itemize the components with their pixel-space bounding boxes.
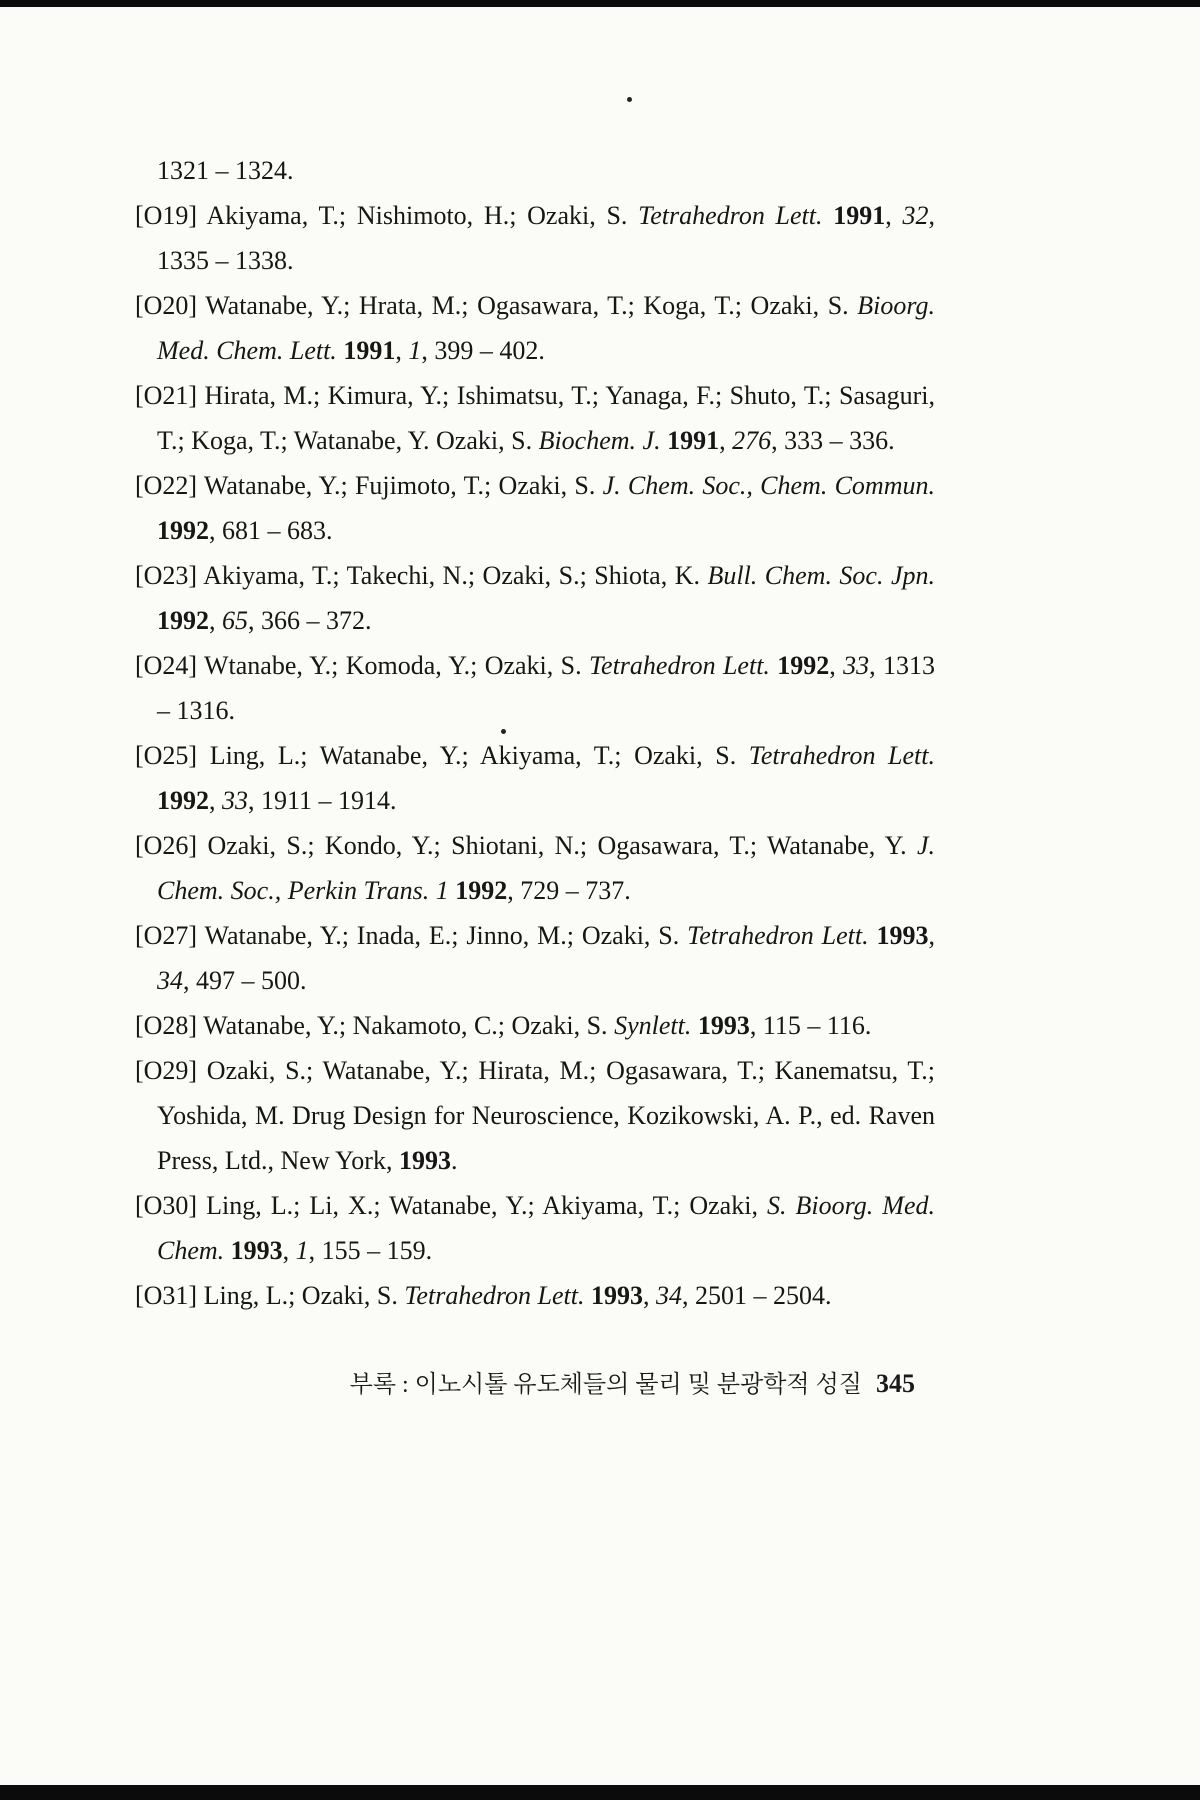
reference-text-segment: 1993 — [697, 1011, 750, 1040]
reference-text-segment: 65 — [222, 606, 248, 635]
reference-text-segment: , 497 – 500. — [183, 966, 307, 995]
reference-text-segment: Tetrahedron Lett. — [687, 921, 869, 950]
reference-text-segment: , — [885, 201, 903, 230]
reference-entry — [135, 913, 935, 1003]
reference-text-segment: Biochem. J. — [538, 426, 661, 455]
reference-text-segment: 1992 — [157, 786, 209, 815]
reference-text-segment: Wtanabe, Y.; Komoda, Y.; Ozaki, S. — [203, 651, 589, 680]
reference-text-segment: Ling, L.; Watanabe, Y.; Akiyama, T.; Ozaki, S. — [209, 741, 749, 770]
reference-entry — [135, 373, 935, 463]
reference-label: [O22] — [135, 471, 204, 500]
reference-label: [O27] — [135, 921, 205, 950]
reference-label: [O29] — [135, 1056, 207, 1085]
reference-text-segment: J. Chem. Soc., Chem. Commun. — [602, 471, 935, 500]
reference-label: [O28] — [135, 1011, 204, 1040]
reference-text-segment: , 681 – 683. — [209, 516, 333, 545]
reference-text-segment: 33 — [222, 786, 248, 815]
reference-text-segment: 33 — [843, 651, 870, 680]
reference-text-segment: , — [209, 606, 222, 635]
reference-label: [O21] — [135, 381, 205, 410]
reference-text-segment: Watanabe, Y.; Hrata, M.; Ogasawara, T.; Koga, T.; Ozaki, S. — [205, 291, 858, 320]
reference-text-segment: , 1313 – 1316. — [157, 651, 935, 725]
reference-text-segment: J. Chem. Soc., Perkin Trans. 1 — [157, 831, 936, 905]
reference-text-segment: , — [209, 786, 222, 815]
reference-text-segment: . — [450, 1146, 458, 1175]
reference-text-segment: Tetrahedron Lett. — [404, 1281, 585, 1310]
reference-entry — [135, 733, 935, 823]
reference-text-segment: 276 — [732, 426, 772, 455]
reference-text-segment: Akiyama, T.; Nishimoto, H.; Ozaki, S. — [206, 201, 639, 230]
reference-text-segment: Watanabe, Y.; Nakamoto, C.; Ozaki, S. — [203, 1011, 615, 1040]
reference-entry — [135, 553, 935, 643]
reference-text-segment: 1991 — [343, 336, 396, 365]
reference-text-segment — [823, 201, 834, 230]
reference-entry — [135, 1183, 935, 1273]
reference-text-segment: , 366 – 372. — [248, 606, 372, 635]
reference-text-segment: , — [829, 651, 844, 680]
reference-label: [O24] — [135, 651, 204, 680]
reference-text-segment: , 155 – 159. — [308, 1236, 433, 1265]
reference-text-segment: 1991 — [833, 201, 886, 230]
reference-text-segment: , 115 – 116. — [749, 1011, 872, 1040]
reference-label: [O19] — [135, 201, 207, 230]
reference-continuation-line: 1321 – 1324. — [157, 156, 294, 185]
reference-text-segment: 1991 — [667, 426, 720, 455]
reference-entry — [135, 823, 935, 913]
reference-label: [O30] — [135, 1191, 207, 1220]
reference-text-segment: Ozaki, S.; Kondo, Y.; Shiotani, N.; Ogasawara, T.; Watanabe, Y. — [207, 831, 917, 860]
reference-text-segment: Ling, L.; Ozaki, S. — [203, 1281, 405, 1310]
reference-text-segment: 1 — [408, 336, 422, 365]
reference-text-segment: , 399 – 402. — [421, 336, 545, 365]
reference-text-segment: S. Bioorg. Med. Chem. — [157, 1191, 936, 1265]
reference-entry — [135, 1003, 935, 1048]
reference-text-segment: Bioorg. Med. Chem. Lett. — [157, 291, 935, 365]
reference-text-segment: Bull. Chem. Soc. Jpn. — [707, 561, 935, 590]
reference-label: [O26] — [135, 831, 208, 860]
reference-label: [O25] — [135, 741, 210, 770]
footer-page-number: 345 — [876, 1369, 915, 1398]
reference-text-segment: 32 — [902, 201, 929, 230]
reference-text-segment: Tetrahedron Lett. — [638, 201, 823, 230]
reference-text-segment: 1993 — [230, 1236, 283, 1265]
reference-label: [O20] — [135, 291, 206, 320]
reference-text-segment: , — [719, 426, 733, 455]
reference-text-segment: , 1335 – 1338. — [157, 201, 936, 275]
reference-text-segment: , — [395, 336, 409, 365]
reference-entry — [135, 463, 935, 553]
reference-entry — [135, 283, 935, 373]
reference-text-segment: , — [642, 1281, 656, 1310]
reference-text-segment: Ling, L.; Li, X.; Watanabe, Y.; Akiyama, T.; Ozaki, — [206, 1191, 767, 1220]
reference-text-segment: , 2501 – 2504. — [681, 1281, 832, 1310]
scan-edge-artifact-bottom — [0, 1785, 1200, 1800]
reference-text-segment: 1993 — [590, 1281, 643, 1310]
reference-text-segment: Tetrahedron Lett. — [588, 651, 770, 680]
reference-text-segment: , — [282, 1236, 296, 1265]
reference-text-segment: 1993 — [398, 1146, 451, 1175]
bibliography-text-block — [135, 148, 935, 1318]
reference-text-segment: Watanabe, Y.; Inada, E.; Jinno, M.; Ozaki, S. — [204, 921, 688, 950]
reference-label: [O31] — [135, 1281, 204, 1310]
reference-entry — [135, 193, 935, 283]
reference-text-segment: 1992 — [157, 516, 209, 545]
reference-entry — [135, 1273, 935, 1318]
reference-text-segment: Tetrahedron Lett. — [748, 741, 935, 770]
page-footer — [135, 1368, 915, 1401]
reference-text-segment: , — [928, 921, 936, 950]
reference-text-segment: 1993 — [876, 921, 929, 950]
reference-text-segment: 34 — [655, 1281, 682, 1310]
reference-entry — [135, 1048, 935, 1183]
reference-list — [135, 193, 935, 1318]
reference-text-segment: 1992 — [777, 651, 830, 680]
reference-text-segment: Ozaki, S.; Watanabe, Y.; Hirata, M.; Ogasawara, T.; Kanematsu, T.; Yoshida, M. Drug Design for Neuroscience, Kozikowski, A. P., ed. Raven Press, Ltd., New York, — [157, 1056, 935, 1175]
footer-caption: 부록 : 이노시톨 유도체들의 물리 및 분광학적 성질 — [349, 1372, 862, 1398]
reference-text-segment: Watanabe, Y.; Fujimoto, T.; Ozaki, S. — [203, 471, 603, 500]
reference-text-segment: , 729 – 737. — [507, 876, 631, 905]
reference-text-segment: 34 — [157, 966, 183, 995]
reference-text-segment: Hirata, M.; Kimura, Y.; Ishimatsu, T.; Yanaga, F.; Shuto, T.; Sasaguri, T.; Koga, T.; Watanabe, Y. Ozaki, S. — [157, 381, 935, 455]
reference-text-segment: Akiyama, T.; Takechi, N.; Ozaki, S.; Shiota, K. — [203, 561, 708, 590]
reference-text-segment: Synlett. — [614, 1011, 692, 1040]
reference-entry — [135, 643, 935, 733]
scan-speck — [627, 97, 632, 102]
scan-edge-artifact-top — [0, 0, 1200, 7]
reference-label: [O23] — [135, 561, 204, 590]
reference-text-segment: , 1911 – 1914. — [248, 786, 397, 815]
reference-text-segment — [869, 921, 877, 950]
reference-text-segment: 1 — [295, 1236, 309, 1265]
reference-text-segment: 1992 — [157, 606, 209, 635]
reference-text-segment: , 333 – 336. — [771, 426, 895, 455]
reference-text-segment: 1992 — [455, 876, 508, 905]
